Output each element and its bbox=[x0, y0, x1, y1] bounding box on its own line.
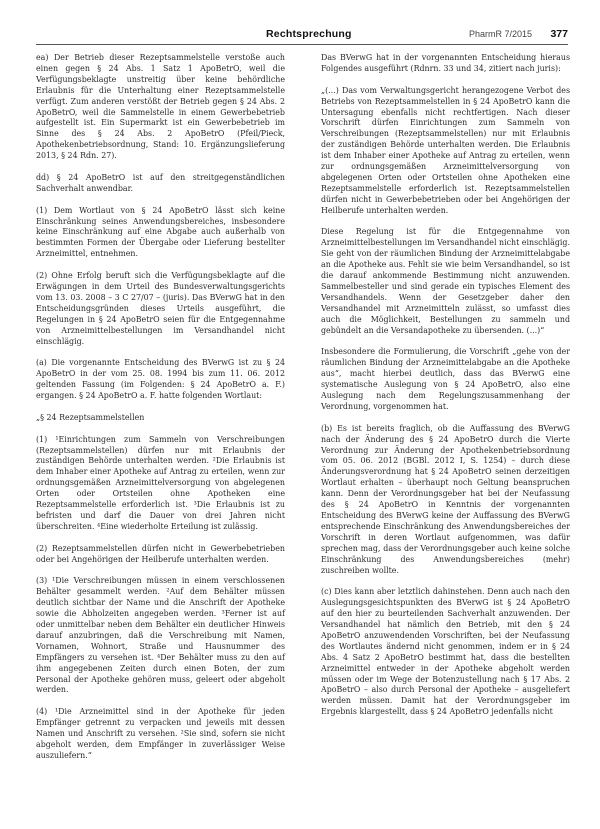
paragraph: (2) Rezeptsammelstellen dürfen nicht in Gewerbebetrieben oder bei Angehörigen der Heilberufe unterhalten werden. bbox=[36, 543, 285, 564]
paragraph: dd) § 24 ApoBetrO ist auf den streitgegenständlichen Sachverhalt anwendbar. bbox=[36, 172, 285, 193]
left-column bbox=[36, 53, 285, 773]
paragraph: (c) Dies kann aber letztlich dahinstehen. Denn auch nach den Auslegungsgesichtspunkten des BVerwG ist § 24 ApoBetrO auf den hier zu beurteilenden Sachverhalt anzuwenden. Der Versandhandel hat nämlich den Betrieb, mit den § 24 ApoBetrO anzuwendenden Vorschriften, bei der Neufassung des Wortlautes ändernd nicht genommen, indem er in § 24 Abs. 4 Satz 2 ApoBetrO bestimmt hat, dass die bestellten Arzneimittel entweder in der Apotheke abgeholt werden müssen oder im Wege der Botenzustellung nach § 17 Abs. 2 ApoBetrO – also durch Personal der Apotheke – ausgeliefert werden müssen. Damit hat der Verordnungsgeber im Ergebnis klargestellt, dass § 24 ApoBetrO jedenfalls nicht bbox=[321, 587, 570, 717]
journal-issue: PharmR 7/2015 bbox=[468, 29, 532, 39]
paragraph: „(...) Das vom Verwaltungsgericht herangezogene Verbot des Betriebs von Rezeptsammelstellen in § 24 ApoBetrO kann die Untersagung ebenfalls nicht rechtfertigen. Nach dieser Vorschrift dürfen Einrichtungen zum Sammeln von Verschreibungen (Rezeptsammelstellen) nur mit Erlaubnis der zuständigen Behörde unterhalten werden. Die Erlaubnis ist dem Inhaber einer Apotheke auf Antrag zu erteilen, wenn zur ordnungsgemäßen Arzneimittelversorgung von abgelegenen Orten oder Ortsteilen ohne Apotheken eine Rezeptsammelstelle erforderlich ist. Rezeptsammelstellen dürfen nicht in Gewerbebetrieben oder bei Angehörigen der Heilberufe unterhalten werden. bbox=[321, 85, 570, 215]
paragraph: (2) Ohne Erfolg beruft sich die Verfügungsbeklagte auf die Erwägungen in dem Urteil des Bundesverwaltungsgerichts vom 13. 03. 2008 – 3 C 27/07 – (juris). Das BVerwG hat in den Entscheidungsgründen dieses Urteils ausgeführt, die Regelungen in § 24 ApoBetrO seien für die Entgegennahme von Arzneimittelbestellungen im Versandhandel nicht einschlägig. bbox=[36, 271, 285, 346]
paragraph: Das BVerwG hat in der vorgenannten Entscheidung hieraus Folgendes ausgeführt (Rdnrn. 33 und 34, zitiert nach juris): bbox=[321, 53, 570, 73]
quoted-heading: „§ 24 Rezeptsammelstellen bbox=[36, 412, 145, 422]
section-title: Rechtsprechung bbox=[266, 28, 352, 40]
page-number: 377 bbox=[550, 28, 568, 40]
paragraph: (b) Es ist bereits fraglich, ob die Auffassung des BVerwG nach der Änderung des § 24 ApoBetrO durch die Vierte Verordnung zur Änderung der Apothekenbetriebsordnung vom 05. 06. 2012 (BGBl. 2012 I, S. 1254) – durch diese Änderungsverordnung hat § 24 ApoBetrO seinen derzeitigen Wortlaut erhalten – überhaupt noch Geltung beanspruchen kann. Denn der Verordnungsgeber hat bei der Neufassung des § 24 ApoBetrO in Kenntnis der vorgenannten Entscheidung des BVerwG keine der Auffassung des BVerwG entsprechende Einschränkung des Anwendungsbereiches der Vorschrift in deren Wortlaut aufgenommen, was dafür sprechen mag, dass der Verordnungsgeber auch keine solche Einschränkung des Anwendungsbereiches (mehr) zuschreiben wollte. bbox=[321, 423, 570, 575]
paragraph: (1) Dem Wortlaut von § 24 ApoBetrO lässt sich keine Einschränkung seines Anwendungsbereiches, insbesondere keine Einschränkung auf eine Abgabe auch außerhalb von bestimmten Formen der Übergabe oder Lieferung bestellter Arzneimittel, entnehmen. bbox=[36, 205, 285, 259]
paragraph: ea) Der Betrieb dieser Rezeptsammelstelle verstoße auch einen gegen § 24 Abs. 1 Satz 1 ApoBetrO, weil die Verfügungsbeklagte unstreitig über keine behördliche Erlaubnis für die Unterhaltung einer Rezeptsammelstelle verfügt. Zum anderen verstößt der Betrieb gegen § 24 Abs. 2 ApoBetrO, weil die Sammelstelle in einem Gewerbebetrieb aufgestellt ist. Ein Supermarkt ist ein Gewerbebetrieb im Sinne des § 24 Abs. 2 ApoBetrO (Pfeil/Pieck, Apothekenbetriebsordnung, Stand: 10. Ergänzungslieferung 2013, § 24 Rdn. 27). bbox=[36, 53, 285, 161]
paragraph: (1) ¹Einrichtungen zum Sammeln von Verschreibungen (Rezeptsammelstellen) dürfen nur mit Erlaubnis der zuständigen Behörde unterhalten werden. ²Die Erlaubnis ist dem Inhaber einer Apotheke auf Antrag zu erteilen, wenn zur ordnungsgemäßen Arzneimittelversorgung von abgelegenen Orten oder Ortsteilen ohne Apotheken eine Rezeptsammelstelle erforderlich ist. ³Die Erlaubnis ist zu befristen und darf die Dauer von drei Jahren nicht überschreiten. ⁴Eine wiederholte Erteilung ist zulässig. bbox=[36, 434, 285, 531]
paragraph: (3) ¹Die Verschreibungen müssen in einem verschlossenen Behälter gesammelt werden. ²Auf dem Behälter müssen deutlich sichtbar der Name und die Anschrift der Apotheke sowie die Abholzeiten angegeben werden. ³Ferner ist auf oder unmittelbar neben dem Behälter ein deutlicher Hinweis darauf anzubringen, daß die Verschreibung mit Namen, Vornamen, Wohnort, Straße und Hausnummer des Empfängers zu versehen ist. ⁴Der Behälter muss zu den auf ihm angegebenen Zeiten durch einen Boten, der zum Personal der Apotheke gehören muss, geleert oder abgeholt werden. bbox=[36, 576, 285, 695]
right-column bbox=[321, 53, 570, 729]
paragraph: Diese Regelung ist für die Entgegennahme von Arzneimittelbestellungen im Versandhandel nicht einschlägig. Sie geht von der räumlichen Bindung der Arzneimittelabgabe an die Apotheke aus. Fehlt sie wie beim Versandhandel, so ist die darauf ankommende Bestimmung nicht anzuwenden. Sammelbesteller und sind gerade ein typisches Element des Versandhandels. Wenn der Gesetzgeber daher den Versandhandel mit Arzneimitteln zulässt, so umfasst dies auch die Möglichkeit, Bestellungen zu sammeln und gebündelt an die Versandapotheke zu übersenden. (...)“ bbox=[321, 227, 570, 335]
paragraph: (a) Die vorgenannte Entscheidung des BVerwG ist zu § 24 ApoBetrO in der vom 25. 08. 1994 bis zum 11. 06. 2012 geltenden Fassung (im Folgenden: § 24 ApoBetrO a. F.) ergangen. § 24 ApoBetrO a. F. hatte folgenden Wortlaut: bbox=[36, 358, 285, 401]
paragraph: Insbesondere die Formulierung, die Vorschrift „gehe von der räumlichen Bindung der Arzneimittelabgabe an die Apotheke aus“, macht hierbei deutlich, dass das BVerwG eine systematische Auslegung von § 24 ApoBetrO, also eine Auslegung nach dem Regelungszusammenhang der Verordnung, vorgenommen hat. bbox=[321, 347, 570, 411]
paragraph: (4) ¹Die Arzneimittel sind in der Apotheke für jeden Empfänger getrennt zu verpacken und jeweils mit dessen Namen und Anschrift zu versehen. ²Sie sind, sofern sie nicht abgeholt werden, dem Empfänger in zuverlässiger Weise auszuliefern.“ bbox=[36, 707, 285, 760]
header-rule bbox=[36, 44, 568, 45]
